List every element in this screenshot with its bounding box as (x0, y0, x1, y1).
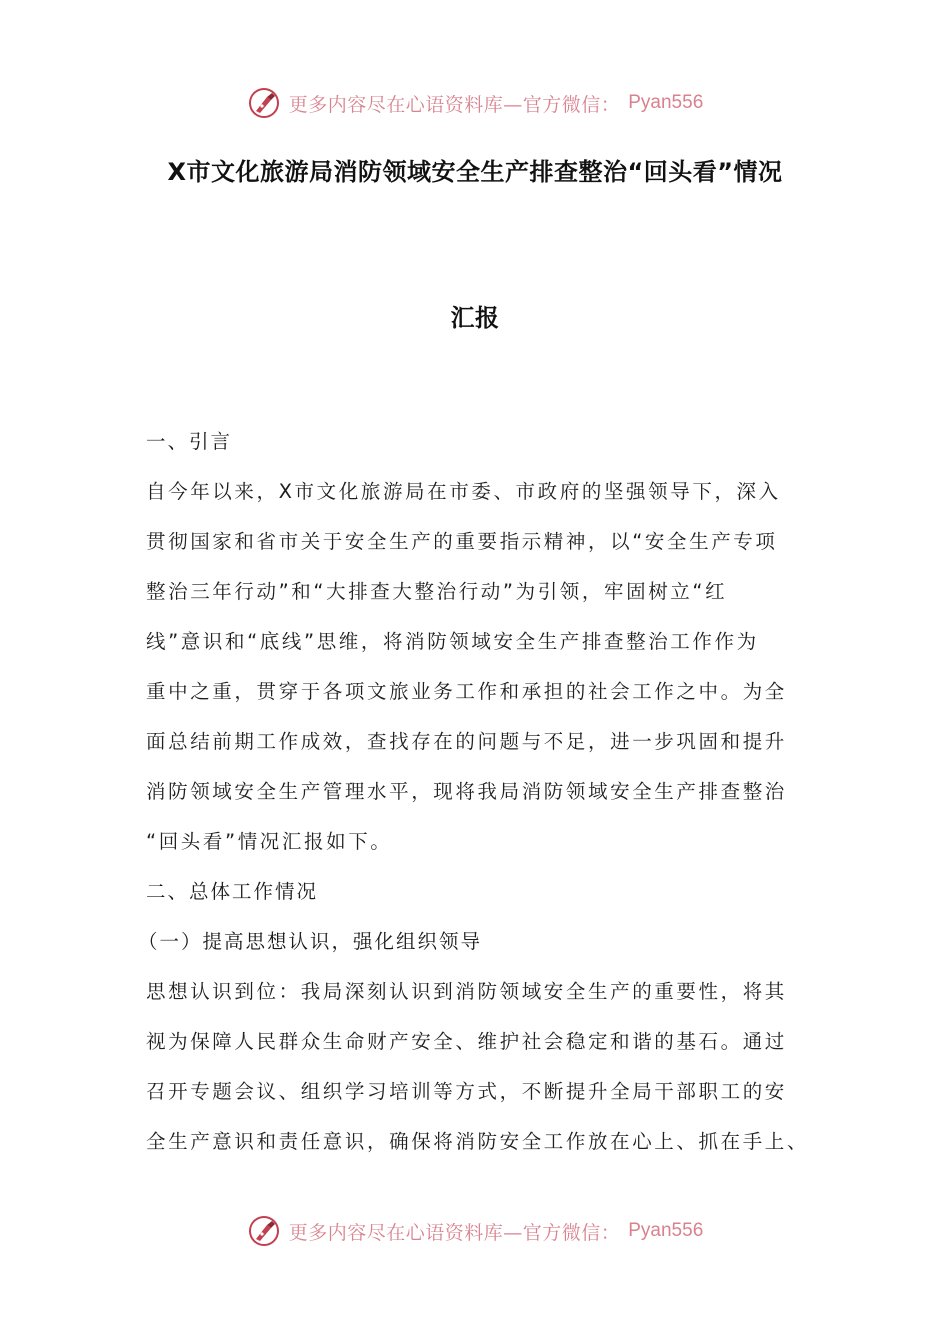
footer-watermark (0, 1211, 950, 1251)
body-line: 消防领域安全生产管理水平，现将我局消防领域安全生产排查整治 (146, 780, 787, 803)
body-line: 自今年以来，X市文化旅游局在市委、市政府的坚强领导下，深入 (146, 480, 781, 503)
body-line: 贯彻国家和省市关于安全生产的重要指示精神，以“安全生产专项 (146, 530, 778, 553)
pen-nib-circle-icon (247, 1214, 281, 1248)
document-title-continued: 汇报 (450, 304, 500, 332)
body-line: 整治三年行动”和“大排查大整治行动”为引领，牢固树立“红 (146, 580, 728, 603)
subsection-heading: （一）提高思想认识，强化组织领导 (138, 930, 483, 953)
section-heading: 二、总体工作情况 (146, 880, 319, 903)
body-line: 思想认识到位：我局深刻认识到消防领域安全生产的重要性，将其 (146, 980, 787, 1003)
pen-nib-circle-icon (247, 86, 281, 120)
document-body (138, 417, 816, 1167)
body-line: 全生产意识和责任意识，确保将消防安全工作放在心上、抓在手上、 (146, 1130, 810, 1153)
watermark-text: 更多内容尽在心语资料库—官方微信： (288, 1221, 621, 1244)
body-line: 重中之重，贯穿于各项文旅业务工作和承担的社会工作之中。为全 (146, 680, 787, 703)
watermark-wechat-id: Pyan556 (628, 1220, 704, 1241)
body-line: “回头看”情况汇报如下。 (146, 830, 393, 853)
document-title: X市文化旅游局消防领域安全生产排查整治“回头看”情况 (167, 158, 783, 186)
body-line: 线”意识和“底线”思维，将消防领域安全生产排查整治工作作为 (146, 630, 759, 653)
watermark-wechat-id: Pyan556 (628, 92, 704, 113)
watermark-text: 更多内容尽在心语资料库—官方微信： (288, 93, 621, 116)
section-heading: 一、引言 (146, 430, 233, 453)
body-line: 召开专题会议、组织学习培训等方式，不断提升全局干部职工的安 (146, 1080, 787, 1103)
header-watermark (0, 83, 950, 123)
body-line: 视为保障人民群众生命财产安全、维护社会稳定和谐的基石。通过 (146, 1030, 787, 1053)
body-line: 面总结前期工作成效，查找存在的问题与不足，进一步巩固和提升 (146, 730, 787, 753)
